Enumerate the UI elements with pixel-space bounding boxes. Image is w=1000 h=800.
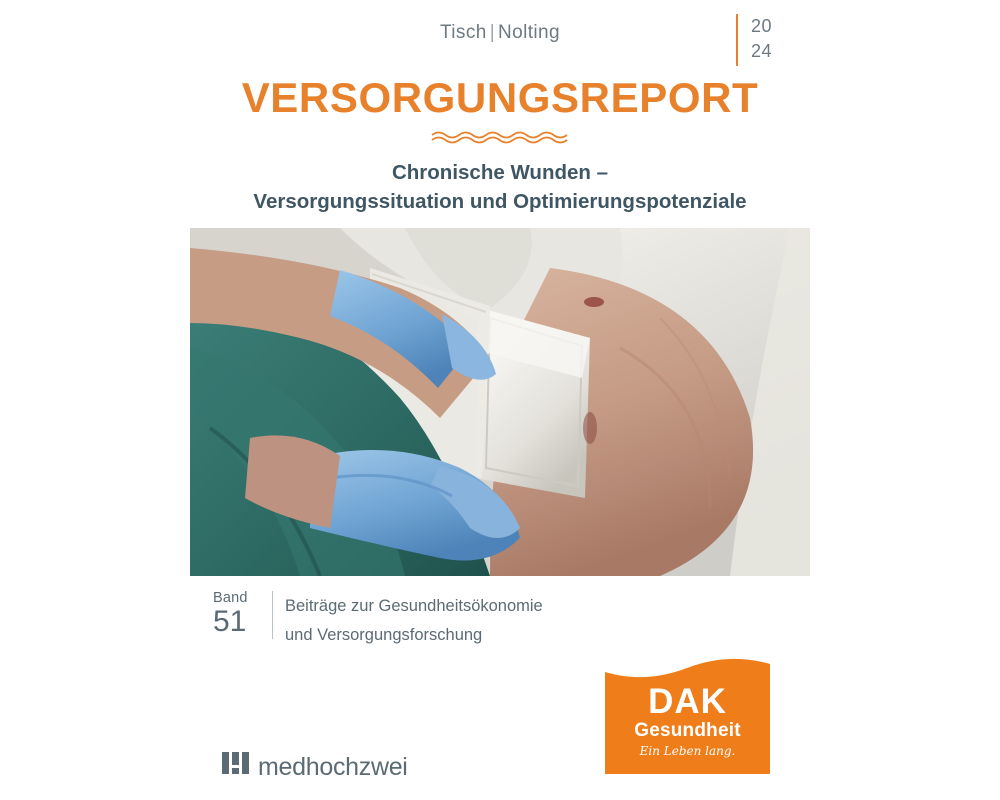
dak-logo-name: DAK: [648, 682, 727, 721]
dak-logo-subtitle: Gesundheit: [634, 720, 741, 741]
series-divider: [272, 591, 273, 639]
subtitle-line-1: Chronische Wunden –: [391, 161, 609, 184]
author-separator: |: [489, 22, 496, 43]
cover-photo: [190, 228, 810, 576]
author-second: Nolting: [498, 22, 560, 43]
cover-header: [0, 14, 1000, 60]
author-line: [0, 22, 1000, 44]
wave-divider-ornament: [430, 130, 570, 144]
publisher-name: medhochzwei: [258, 753, 408, 781]
subtitle-line-2: Versorgungssituation und Optimierungspotenziale: [253, 190, 747, 213]
year-bottom: 24: [750, 41, 772, 61]
band-label: Band: [213, 590, 248, 606]
series-text-line-2: und Versorgungsforschung: [285, 626, 483, 644]
year-top: 20: [750, 16, 772, 36]
dak-logo-claim: Ein Leben lang.: [639, 744, 736, 758]
page-title: VERSORGUNGSREPORT: [241, 74, 759, 121]
series-text: [285, 592, 755, 650]
author-first: Tisch: [440, 22, 487, 43]
dak-logo-text: [605, 652, 770, 774]
series-text-line-1: Beiträge zur Gesundheitsökonomie: [285, 597, 543, 615]
band-number: 51: [213, 605, 247, 638]
band-block: [213, 590, 273, 637]
medhochzwei-mark-icon: [222, 752, 252, 782]
year-block: [736, 14, 772, 66]
page-subtitle: [0, 158, 1000, 216]
dak-gesundheit-logo: [605, 652, 770, 774]
